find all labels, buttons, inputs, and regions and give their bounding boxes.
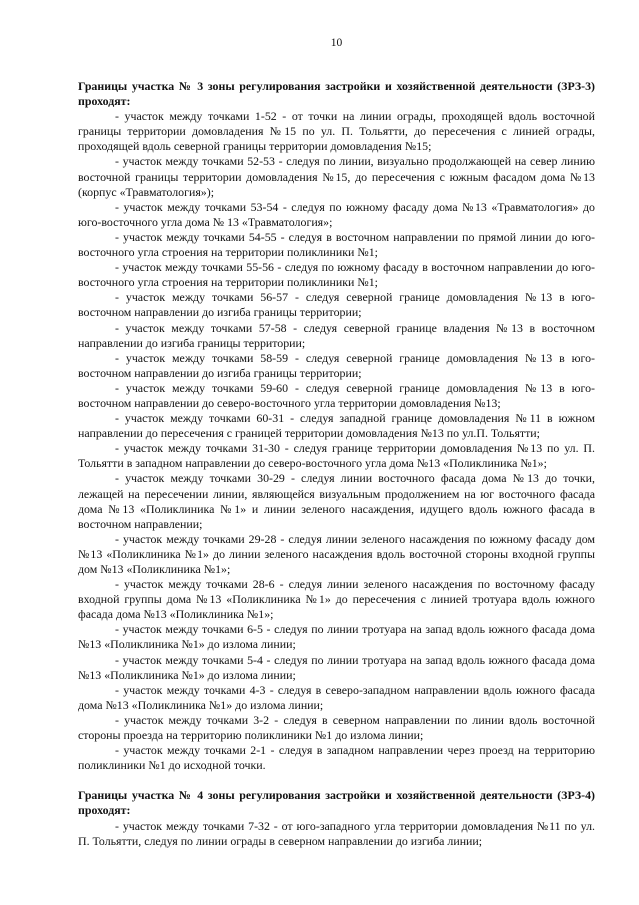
section-spacer xyxy=(78,773,595,788)
boundary-item: - участок между точками 60-31 - следуя западной границе домовладения №11 в южном направлении до пересечения с границей территории домовладения №13 по ул.П. Тольятти; xyxy=(78,411,595,441)
boundary-item: - участок между точками 6-5 - следуя по линии тротуара на запад вдоль южного фасада дома №13 «Поликлиника №1» до излома линии; xyxy=(78,622,595,652)
boundary-item: - участок между точками 30-29 - следуя линии восточного фасада дома №13 до точки, лежащей на пересечении линии, являющейся визуальным продолжением на юг восточного фасада дома №13 «Поликлиника №1» и линии зеленого насаждения, идущего вдоль южного фасада в восточном направлении; xyxy=(78,471,595,531)
boundary-item: - участок между точками 54-55 - следуя в восточном направлении по прямой линии до юго-восточного угла строения на территории поликлиники №1; xyxy=(78,229,595,260)
boundary-item: - участок между точками 52-53 - следуя по линии, визуально продолжающей на север линию восточной границы территории домовладения №15, до пересечения с южным фасадом дома №13 (корпус «Травматология»); xyxy=(78,154,595,199)
boundary-item: - участок между точками 3-2 - следуя в северном направлении по линии вдоль восточной стороны проезда на территорию поликлиники №1 до излома линии; xyxy=(78,712,595,743)
boundary-item: - участок между точками 2-1 - следуя в западном направлении через проезд на территорию поликлиники №1 до исходной точки. xyxy=(78,743,595,773)
section-zrz-3 xyxy=(78,79,595,773)
section-zrz-4 xyxy=(78,788,595,848)
document-page xyxy=(78,36,595,849)
boundary-item: - участок между точками 58-59 - следуя северной границе домовладения №13 в юго-восточном направлении до изгиба границы территории; xyxy=(78,350,595,380)
boundary-item: - участок между точками 4-3 - следуя в северо-западном направлении вдоль южного фасада дома №13 «Поликлиника №1» до излома линии; xyxy=(78,682,595,712)
boundary-item: - участок между точками 57-58 - следуя северной границе владения №13 в восточном направлении до изгиба границы территории; xyxy=(78,320,595,350)
boundary-item: - участок между точками 56-57 - следуя северной границе домовладения №13 в юго-восточном направлении до изгиба границы территории; xyxy=(78,290,595,320)
boundary-item: - участок между точками 59-60 - следуя северной границе домовладения №13 в юго-восточном направлении до северо-восточного угла территории домовладения №13; xyxy=(78,380,595,410)
boundary-item: - участок между точками 53-54 - следуя по южному фасаду дома №13 «Травматология» до юго-восточного угла дома № 13 «Травматология»; xyxy=(78,199,595,229)
boundary-item: - участок между точками 55-56 - следуя по южному фасаду в восточном направлении до юго-восточного угла строения на территории поликлиники №1; xyxy=(78,260,595,290)
page-number: 10 xyxy=(330,37,343,49)
boundary-item: - участок между точками 1-52 - от точки на линии ограды, проходящей вдоль восточной границы территории домовладения №15 по ул. П. Тольятти, до пересечения с линией ограды, проходящей вдоль северной границы территории домовладения №15; xyxy=(78,109,595,154)
section-heading: Границы участка № 4 зоны регулирования застройки и хозяйственной деятельности (ЗРЗ-4) проходят: xyxy=(78,788,595,818)
boundary-item: - участок между точками 7-32 - от юго-западного угла территории домовладения №11 по ул. П. Тольятти, следуя по линии ограды в северном направлении до изгиба линии; xyxy=(78,818,595,848)
boundary-item: - участок между точками 29-28 - следуя линии зеленого насаждения по южному фасаду дом №13 «Поликлиника №1» до линии зеленого насаждения вдоль восточной стороны входной группы дом №13 «Поликлиника №1»; xyxy=(78,531,595,576)
section-heading: Границы участка № 3 зоны регулирования застройки и хозяйственной деятельности (ЗРЗ-3) проходят: xyxy=(78,79,595,109)
boundary-item: - участок между точками 31-30 - следуя границе территории домовладения №13 по ул. П. Тольятти в западном направлении до северо-восточного угла дома №13 «Поликлиника №1»; xyxy=(78,441,595,471)
boundary-item: - участок между точками 28-6 - следуя линии зеленого насаждения по восточному фасаду входной группы дома №13 «Поликлиника №1» до пересечения с линией тротуара вдоль южного фасада дома №13 «Поликлиника №1»; xyxy=(78,577,595,622)
boundary-item: - участок между точками 5-4 - следуя по линии тротуара на запад вдоль южного фасада дома №13 «Поликлиника №1» до излома линии; xyxy=(78,652,595,682)
